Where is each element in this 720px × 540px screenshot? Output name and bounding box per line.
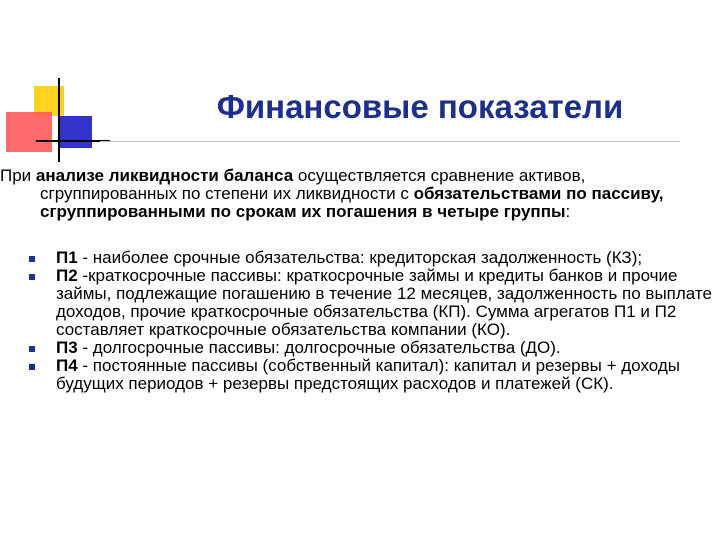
item-code: П2 [56,266,78,285]
bullet-icon [29,256,35,262]
list-item-p4 [0,357,712,393]
item-code: П4 [56,356,78,375]
item-code: П3 [56,338,78,357]
logo-blue-square [58,116,92,148]
logo-vertical-line [58,78,60,162]
intro-middle: осуществляется сравнение активов, сгруппированных по степени их ликвидности с [40,166,586,203]
list-item-p3 [0,339,712,357]
bullet-icon [29,346,35,352]
list-item-p2 [0,267,712,339]
decorative-logo [0,0,110,165]
title-divider [100,141,680,142]
slide-body [0,167,712,393]
logo-red-square [6,112,52,152]
bullet-icon [29,364,35,370]
list-item-p1 [0,249,712,267]
intro-suffix: : [565,202,571,221]
slide-title: Финансовые показатели [216,88,624,125]
item-text: - постоянные пассивы (собственный капитал): капитал и резервы + доходы будущих периодов + резервы предстоящих расходов и платежей (СК). [56,356,680,393]
item-text: - долгосрочные пассивы: долгосрочные обязательства (ДО). [77,338,561,357]
item-text: -краткосрочные пассивы: краткосрочные займы и кредиты банков и прочие займы, подлежащие погашению в течение 12 месяцев, задолженность по выплате доходов, прочие краткосрочные обязательства (КП). Сумма агрегатов П1 и П2 составляет краткосрочные обязательства компании (КО). [56,266,712,339]
liability-groups-list [0,249,712,393]
intro-prefix: При [0,166,36,185]
item-text: - наиболее срочные обязательства: кредиторская задолженность (КЗ); [77,248,643,267]
intro-bold-liquidity: анализе ликвидности баланса [35,166,294,185]
intro-paragraph [0,167,712,221]
bullet-icon [29,274,35,280]
intro-bold-obligations: обязательствами по пассиву, сгруппированными по срокам их погашения в четыре группы [40,184,664,221]
item-code: П1 [56,248,78,267]
logo-horizontal-line [36,140,110,142]
